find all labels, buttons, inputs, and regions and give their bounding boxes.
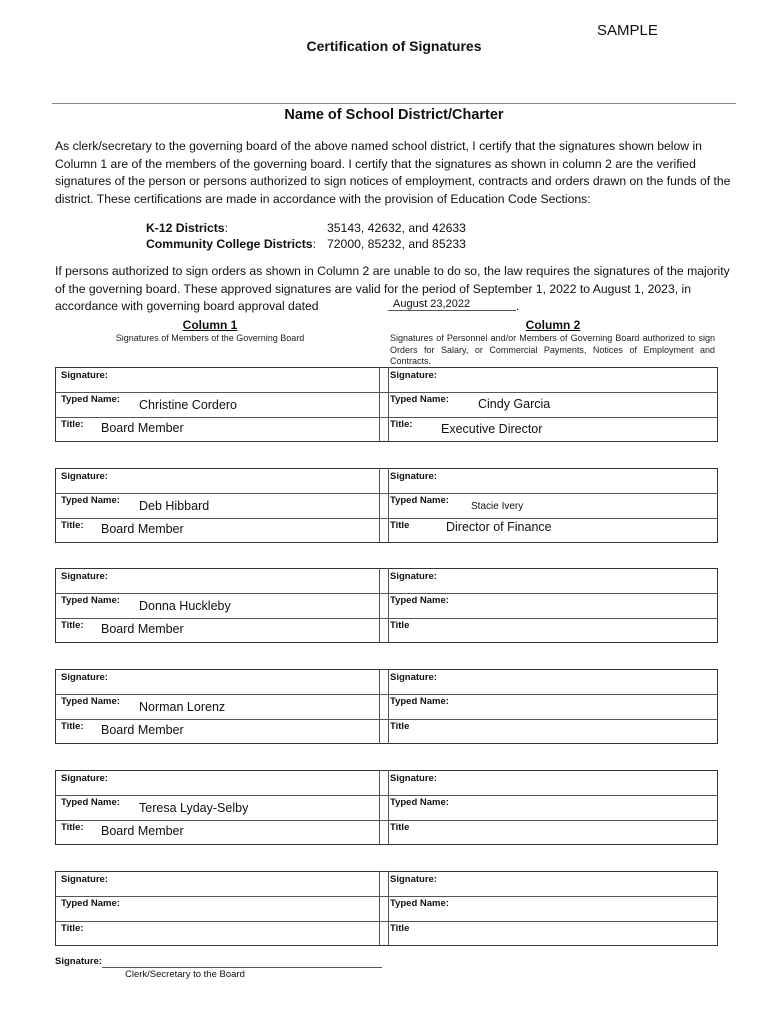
k12-label	[146, 221, 228, 235]
right-title[interactable]: Executive Director	[441, 422, 543, 436]
signature-group	[55, 770, 718, 845]
left-signature-label: Signature:	[61, 874, 108, 885]
signature-group	[55, 468, 718, 543]
row-divider	[55, 392, 718, 393]
cc-label	[146, 237, 316, 251]
header-rule	[52, 103, 736, 104]
left-signature-label: Signature:	[61, 370, 108, 381]
column-2-title: Column 2	[525, 318, 581, 332]
right-signature-label: Signature:	[390, 874, 437, 885]
signature-table	[55, 871, 718, 946]
column-1-title: Column 1	[182, 318, 238, 332]
intro-paragraph: As clerk/secretary to the governing board of the above named school district, I certify that the signatures shown below in Column 1 are of the members of the governing board. I certify that the signatures as shown in column 2 are the verified signatures of the person or persons authorized to sign notices of employment, contracts and orders drawn on the funds of the district. These certifications are made in accordance with the provision of Education Code Sections:	[55, 139, 731, 206]
right-signature-label: Signature:	[390, 370, 437, 381]
approval-date-line	[388, 310, 516, 311]
right-title[interactable]: Director of Finance	[446, 520, 552, 534]
signature-group	[55, 367, 718, 442]
left-typed-name-label: Typed Name:	[61, 898, 120, 909]
right-typed-name[interactable]: Stacie Ivery	[471, 501, 524, 512]
right-title-label: Title	[390, 520, 410, 531]
k12-codes: 35143, 42632, and 42633	[327, 221, 466, 235]
clerk-signature-line[interactable]	[102, 967, 382, 968]
row-divider	[55, 820, 718, 821]
left-title[interactable]: Board Member	[101, 723, 184, 737]
left-title[interactable]: Board Member	[101, 824, 184, 838]
k12-label-text: K-12 Districts	[146, 221, 225, 235]
left-typed-name-label: Typed Name:	[61, 797, 120, 808]
row-divider	[55, 618, 718, 619]
row-divider	[55, 921, 718, 922]
left-signature-label: Signature:	[61, 672, 108, 683]
column-2-description: Signatures of Personnel and/or Members of Governing Board authorized to sign Orders for Salary, or Commercial Payments, Notices of Employment and Contracts.	[390, 333, 715, 366]
row-divider	[55, 417, 718, 418]
column-divider	[388, 871, 389, 946]
column-divider	[388, 468, 389, 543]
column-divider	[379, 468, 380, 543]
left-title-label: Title:	[61, 721, 84, 732]
row-divider	[55, 896, 718, 897]
column-divider	[388, 568, 389, 643]
signature-group	[55, 568, 718, 643]
right-signature-label: Signature:	[390, 571, 437, 582]
right-signature-label: Signature:	[390, 471, 437, 482]
right-signature-label: Signature:	[390, 672, 437, 683]
left-typed-name[interactable]: Teresa Lyday-Selby	[139, 801, 249, 815]
right-typed-name-label: Typed Name:	[390, 595, 449, 606]
clerk-signature-label: Signature:	[55, 956, 102, 967]
row-divider	[55, 518, 718, 519]
left-typed-name-label: Typed Name:	[61, 495, 120, 506]
right-title-label: Title	[390, 721, 410, 732]
column-divider	[388, 770, 389, 845]
approval-date-period: .	[516, 299, 520, 313]
right-typed-name-label: Typed Name:	[390, 394, 449, 405]
k12-colon: :	[224, 221, 228, 235]
column-divider	[379, 669, 380, 744]
left-typed-name[interactable]: Christine Cordero	[139, 398, 237, 412]
right-typed-name-label: Typed Name:	[390, 797, 449, 808]
left-title[interactable]: Board Member	[101, 421, 184, 435]
left-title-label: Title:	[61, 620, 84, 631]
left-typed-name[interactable]: Norman Lorenz	[139, 700, 226, 714]
approval-date[interactable]: August 23,2022	[393, 298, 471, 310]
left-typed-name[interactable]: Donna Huckleby	[139, 599, 231, 613]
right-typed-name-label: Typed Name:	[390, 898, 449, 909]
left-typed-name-label: Typed Name:	[61, 696, 120, 707]
validity-paragraph: If persons authorized to sign orders as shown in Column 2 are unable to do so, the law requires the signatures of the majority of the governing board. These approved signatures are valid for the period of September 1, 2022 to August 1, 2023, in accordance with governing board approval dated	[55, 264, 730, 313]
right-typed-name[interactable]: Cindy Garcia	[478, 397, 551, 411]
column-divider	[379, 770, 380, 845]
right-title-label: Title	[390, 620, 410, 631]
cc-label-text: Community College Districts	[146, 237, 313, 251]
left-signature-label: Signature:	[61, 471, 108, 482]
district-name-heading: Name of School District/Charter	[284, 107, 504, 123]
row-divider	[55, 795, 718, 796]
signature-group	[55, 669, 718, 744]
left-title-label: Title:	[61, 419, 84, 430]
left-title[interactable]: Board Member	[101, 622, 184, 636]
right-title-label: Title:	[390, 419, 413, 430]
column-divider	[379, 871, 380, 946]
column-divider	[379, 367, 380, 442]
left-title-label: Title:	[61, 923, 84, 934]
cc-colon: :	[312, 237, 316, 251]
cc-codes: 72000, 85232, and 85233	[327, 237, 466, 251]
clerk-signature-caption: Clerk/Secretary to the Board	[125, 969, 245, 980]
left-signature-label: Signature:	[61, 773, 108, 784]
right-title-label: Title	[390, 822, 410, 833]
row-divider	[55, 493, 718, 494]
left-title[interactable]: Board Member	[101, 522, 184, 536]
row-divider	[55, 694, 718, 695]
right-title-label: Title	[390, 923, 410, 934]
left-signature-label: Signature:	[61, 571, 108, 582]
row-divider	[55, 593, 718, 594]
left-title-label: Title:	[61, 822, 84, 833]
left-typed-name[interactable]: Deb Hibbard	[139, 499, 210, 513]
column-1-description: Signatures of Members of the Governing Board	[115, 333, 305, 343]
column-divider	[379, 568, 380, 643]
left-typed-name-label: Typed Name:	[61, 595, 120, 606]
left-title-label: Title:	[61, 520, 84, 531]
row-divider	[55, 719, 718, 720]
document-title: Certification of Signatures	[306, 38, 482, 54]
left-typed-name-label: Typed Name:	[61, 394, 120, 405]
column-divider	[388, 367, 389, 442]
column-divider	[388, 669, 389, 744]
sample-watermark-text: SAMPLE	[597, 22, 658, 39]
right-typed-name-label: Typed Name:	[390, 495, 449, 506]
right-signature-label: Signature:	[390, 773, 437, 784]
signature-group	[55, 871, 718, 946]
right-typed-name-label: Typed Name:	[390, 696, 449, 707]
